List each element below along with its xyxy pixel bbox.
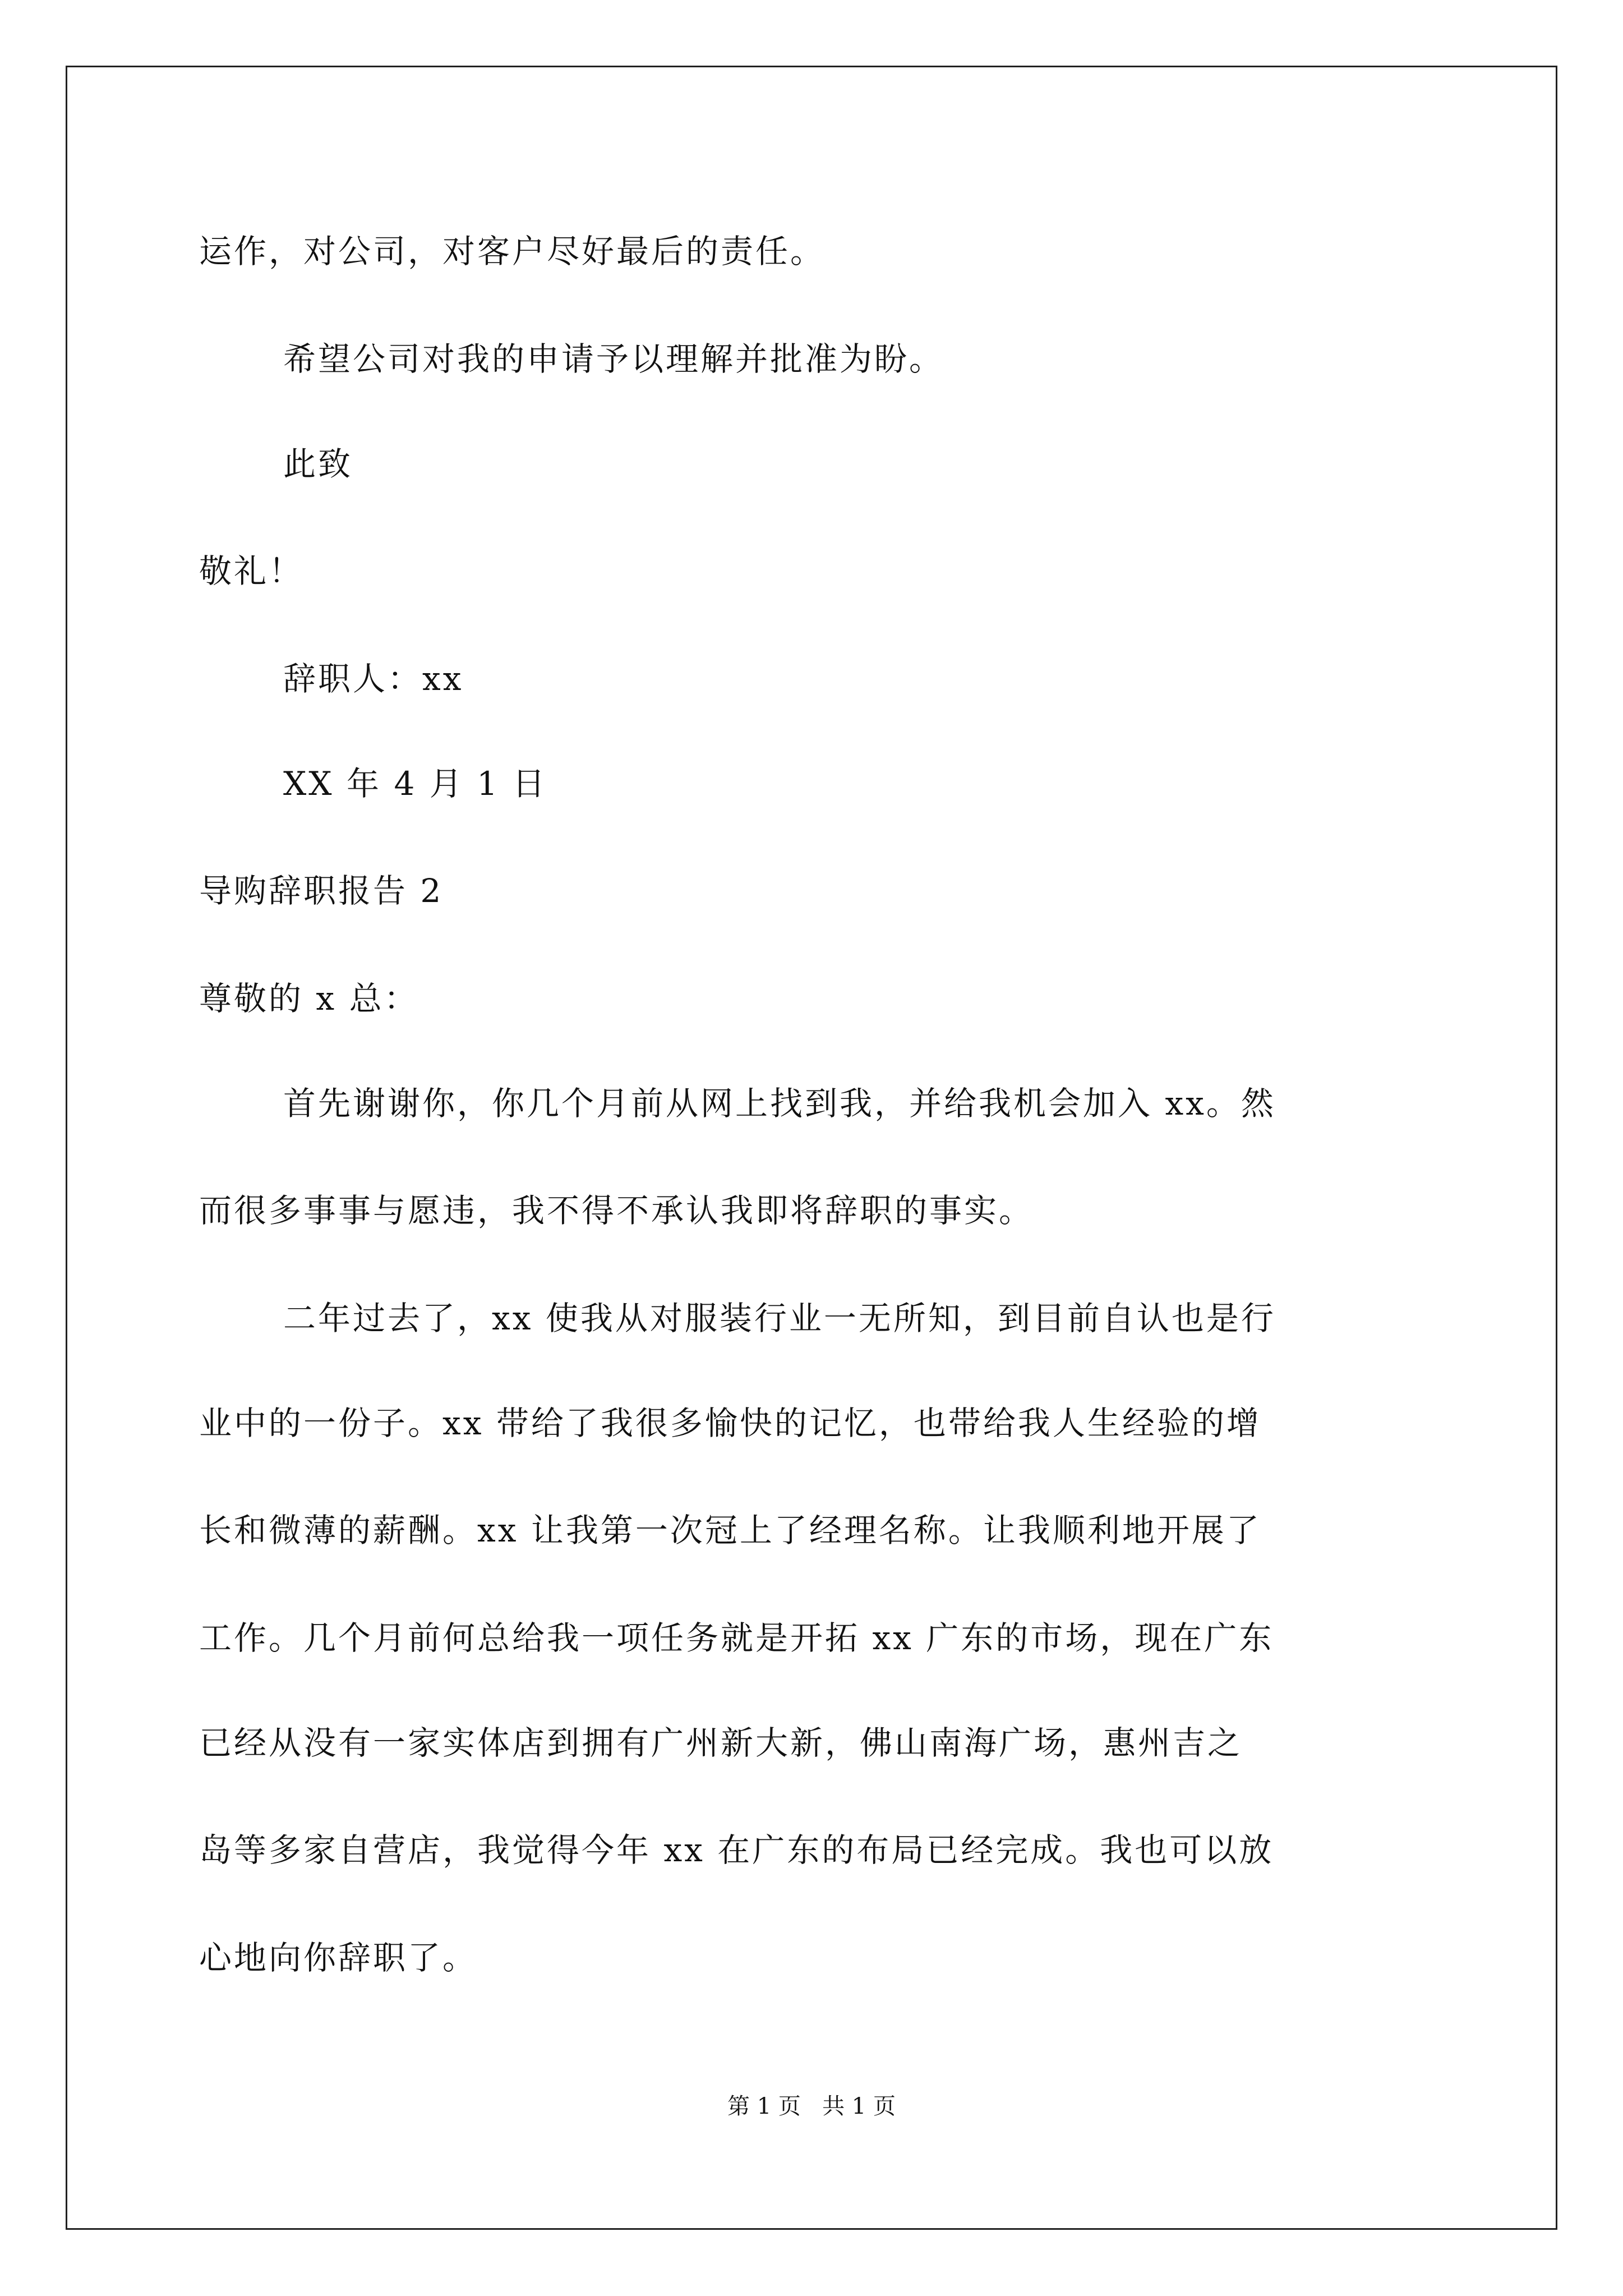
body-line-15: 已经从没有一家实体店到拥有广州新大新，佛山南海广场，惠州吉之 [199,1724,1243,1762]
section-title: 导购辞职报告 2 [199,872,444,910]
signer-line: 辞职人：xx [283,660,464,698]
page-footer: 第 1 页 共 1 页 [727,2093,896,2119]
body-line-1: 运作，对公司，对客户尽好最后的责任。 [199,232,826,270]
body-line-9: 首先谢谢你，你几个月前从网上找到我，并给我机会加入 xx。然 [283,1084,1276,1122]
page-border [66,66,1557,2230]
closing-respect: 敬礼！ [199,552,304,590]
body-line-13: 长和微薄的薪酬。xx 让我第一次冠上了经理名称。让我顺利地开展了 [199,1511,1261,1549]
body-line-12: 业中的一份子。xx 带给了我很多愉快的记忆，也带给我人生经验的增 [199,1404,1261,1442]
body-line-10: 而很多事事与愿违，我不得不承认我即将辞职的事实。 [199,1191,1034,1230]
closing-salutation: 此致 [283,445,353,483]
body-line-16: 岛等多家自营店，我觉得今年 xx 在广东的布局已经完成。我也可以放 [199,1831,1274,1869]
body-line-14: 工作。几个月前何总给我一项任务就是开拓 xx 广东的市场，现在广东 [199,1619,1274,1657]
date-line: XX 年 4 月 1 日 [283,765,547,803]
body-line-2: 希望公司对我的申请予以理解并批准为盼。 [283,340,944,378]
greeting-line: 尊敬的 x 总： [199,979,419,1018]
body-line-11: 二年过去了，xx 使我从对服装行业一无所知，到目前自认也是行 [283,1299,1276,1337]
body-line-17: 心地向你辞职了。 [199,1939,478,1977]
